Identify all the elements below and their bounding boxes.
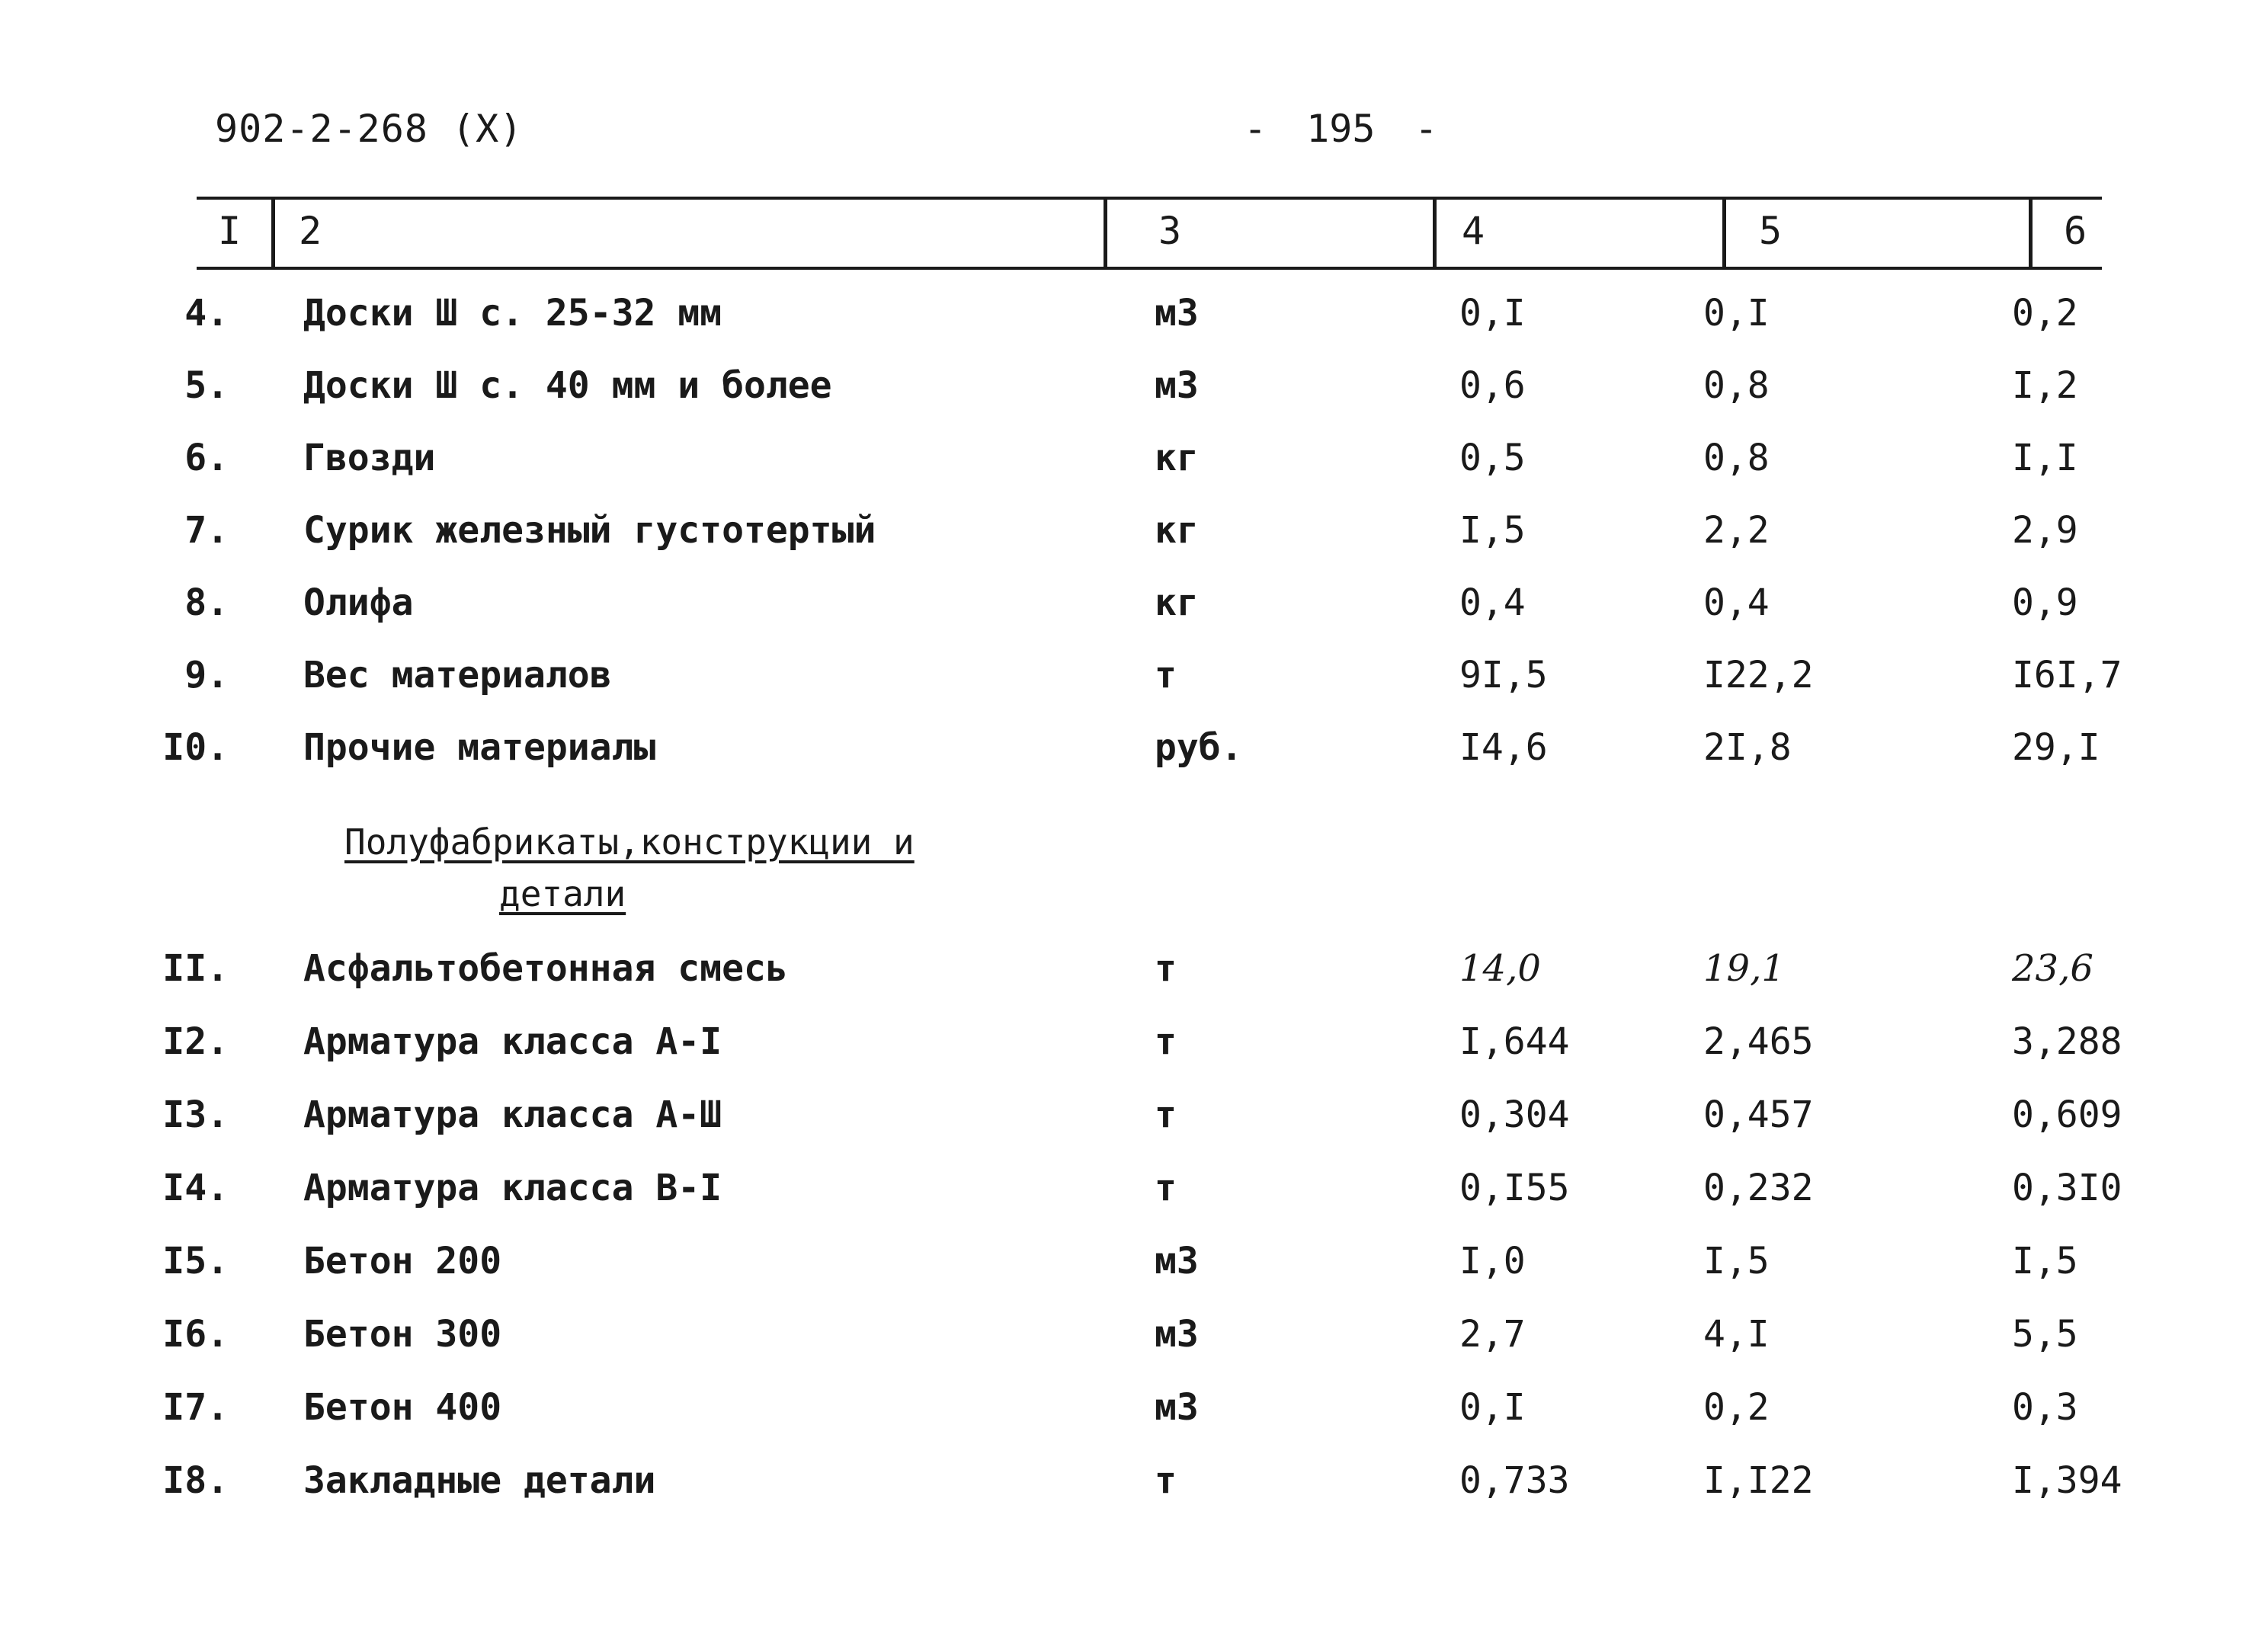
row-number: 5. (184, 364, 229, 407)
table-row (0, 364, 2268, 418)
row-value-col5: 0,232 (1703, 1167, 1814, 1209)
row-unit: руб. (1155, 726, 1243, 769)
row-value-col5: 2I,8 (1703, 726, 1792, 769)
row-value-col5: 4,I (1703, 1313, 1770, 1356)
table-row (0, 726, 2268, 780)
row-material: Доски Ш с. 40 мм и более (303, 364, 832, 407)
row-value-col6: 0,9 (2012, 581, 2078, 624)
section-title: Полуфабрикаты,конструкции и (344, 821, 915, 863)
row-value-col5: 19,1 (1703, 947, 1785, 990)
row-value-col5: 2,2 (1703, 509, 1770, 552)
table-header (197, 197, 2102, 273)
header-divider (1722, 197, 1726, 270)
header-col-6: 6 (2064, 209, 2087, 253)
row-material: Асфальтобетонная смесь (303, 947, 788, 990)
row-unit: м3 (1155, 1240, 1199, 1282)
row-material: Бетон 400 (303, 1386, 502, 1429)
row-number: I6. (162, 1313, 229, 1356)
row-material: Арматура класса В-I (303, 1167, 722, 1209)
table-row (0, 509, 2268, 562)
row-unit: т (1155, 1459, 1177, 1502)
row-value-col4: I,0 (1459, 1240, 1526, 1282)
row-value-col4: 2,7 (1459, 1313, 1526, 1356)
row-material: Вес материалов (303, 654, 612, 696)
table-row (0, 1093, 2268, 1147)
row-value-col4: I,5 (1459, 509, 1526, 552)
row-number: I2. (162, 1020, 229, 1063)
row-unit: т (1155, 1167, 1177, 1209)
table-row (0, 1020, 2268, 1074)
row-value-col4: 0,I (1459, 292, 1526, 335)
row-value-col5: I,5 (1703, 1240, 1770, 1282)
row-value-col6: 5,5 (2012, 1313, 2078, 1356)
row-value-col4: 14,0 (1459, 947, 1541, 990)
document-code: 902-2-268 (X) (215, 107, 524, 151)
row-value-col4: 9I,5 (1459, 654, 1548, 696)
page-number: 195 (1306, 107, 1376, 151)
row-value-col4: 0,733 (1459, 1459, 1570, 1502)
header-divider (271, 197, 275, 270)
table-row (0, 1459, 2268, 1513)
row-value-col4: 0,4 (1459, 581, 1526, 624)
row-number: 7. (184, 509, 229, 552)
row-material: Бетон 200 (303, 1240, 502, 1282)
row-value-col4: 0,5 (1459, 437, 1526, 479)
row-number: 6. (184, 437, 229, 479)
row-value-col6: 0,2 (2012, 292, 2078, 335)
row-value-col4: I,644 (1459, 1020, 1570, 1063)
row-value-col6: I,2 (2012, 364, 2078, 407)
table-row (0, 1313, 2268, 1366)
row-value-col4: 0,I55 (1459, 1167, 1570, 1209)
table-row (0, 654, 2268, 707)
section-title-continued: детали (499, 873, 626, 914)
row-value-col5: 2,465 (1703, 1020, 1814, 1063)
header-col-5: 5 (1759, 209, 1783, 253)
header-col-4: 4 (1462, 209, 1485, 253)
row-value-col4: 0,304 (1459, 1093, 1570, 1136)
header-col-2: 2 (299, 209, 322, 253)
row-material: Арматура класса А-Ш (303, 1093, 722, 1136)
header-bottom-rule (197, 267, 2102, 270)
row-unit: т (1155, 947, 1177, 990)
row-number: II. (162, 947, 229, 990)
row-number: I3. (162, 1093, 229, 1136)
row-value-col6: I,I (2012, 437, 2078, 479)
row-unit: т (1155, 1093, 1177, 1136)
row-unit: м3 (1155, 364, 1199, 407)
row-unit: т (1155, 654, 1177, 696)
row-number: I8. (162, 1459, 229, 1502)
row-unit: м3 (1155, 1313, 1199, 1356)
row-value-col5: 0,2 (1703, 1386, 1770, 1429)
row-value-col6: 2,9 (2012, 509, 2078, 552)
header-divider (2029, 197, 2033, 270)
row-material: Бетон 300 (303, 1313, 502, 1356)
row-value-col6: I,5 (2012, 1240, 2078, 1282)
table-row (0, 581, 2268, 635)
row-value-col5: I,I22 (1703, 1459, 1814, 1502)
row-unit: м3 (1155, 1386, 1199, 1429)
row-value-col5: 0,8 (1703, 364, 1770, 407)
table-row (0, 947, 2268, 1001)
row-value-col5: I22,2 (1703, 654, 1814, 696)
table-row (0, 1386, 2268, 1439)
header-col-1: I (218, 209, 242, 253)
row-material: Сурик железный густотертый (303, 509, 876, 552)
page-dash-left: - (1244, 107, 1267, 151)
row-value-col6: I6I,7 (2012, 654, 2122, 696)
row-material: Закладные детали (303, 1459, 656, 1502)
row-unit: кг (1155, 581, 1199, 624)
row-value-col6: 0,609 (2012, 1093, 2122, 1136)
table-row (0, 292, 2268, 345)
row-number: I4. (162, 1167, 229, 1209)
row-number: I7. (162, 1386, 229, 1429)
row-value-col6: I,394 (2012, 1459, 2122, 1502)
row-value-col6: 23,6 (2012, 947, 2093, 990)
row-value-col6: 0,3 (2012, 1386, 2078, 1429)
header-divider (1433, 197, 1437, 270)
row-number: I0. (162, 726, 229, 769)
table-row (0, 1167, 2268, 1220)
row-number: 4. (184, 292, 229, 335)
row-unit: кг (1155, 437, 1199, 479)
row-unit: т (1155, 1020, 1177, 1063)
row-value-col6: 29,I (2012, 726, 2100, 769)
row-material: Гвозди (303, 437, 436, 479)
row-unit: кг (1155, 509, 1199, 552)
page-dash-right: - (1414, 107, 1438, 151)
page-number-block (1204, 107, 1478, 151)
row-value-col4: 0,I (1459, 1386, 1526, 1429)
row-number: I5. (162, 1240, 229, 1282)
header-col-3: 3 (1158, 209, 1182, 253)
row-material: Арматура класса А-I (303, 1020, 722, 1063)
row-value-col5: 0,4 (1703, 581, 1770, 624)
row-value-col6: 3,288 (2012, 1020, 2122, 1063)
row-material: Олифа (303, 581, 414, 624)
table-row (0, 437, 2268, 490)
row-value-col4: I4,6 (1459, 726, 1548, 769)
row-value-col6: 0,3I0 (2012, 1167, 2122, 1209)
row-material: Доски Ш с. 25-32 мм (303, 292, 722, 335)
row-number: 9. (184, 654, 229, 696)
row-value-col5: 0,457 (1703, 1093, 1814, 1136)
row-material: Прочие материалы (303, 726, 656, 769)
header-divider (1104, 197, 1107, 270)
table-row (0, 1240, 2268, 1293)
row-value-col4: 0,6 (1459, 364, 1526, 407)
header-top-rule (197, 197, 2102, 200)
row-unit: м3 (1155, 292, 1199, 335)
row-value-col5: 0,I (1703, 292, 1770, 335)
row-number: 8. (184, 581, 229, 624)
row-value-col5: 0,8 (1703, 437, 1770, 479)
